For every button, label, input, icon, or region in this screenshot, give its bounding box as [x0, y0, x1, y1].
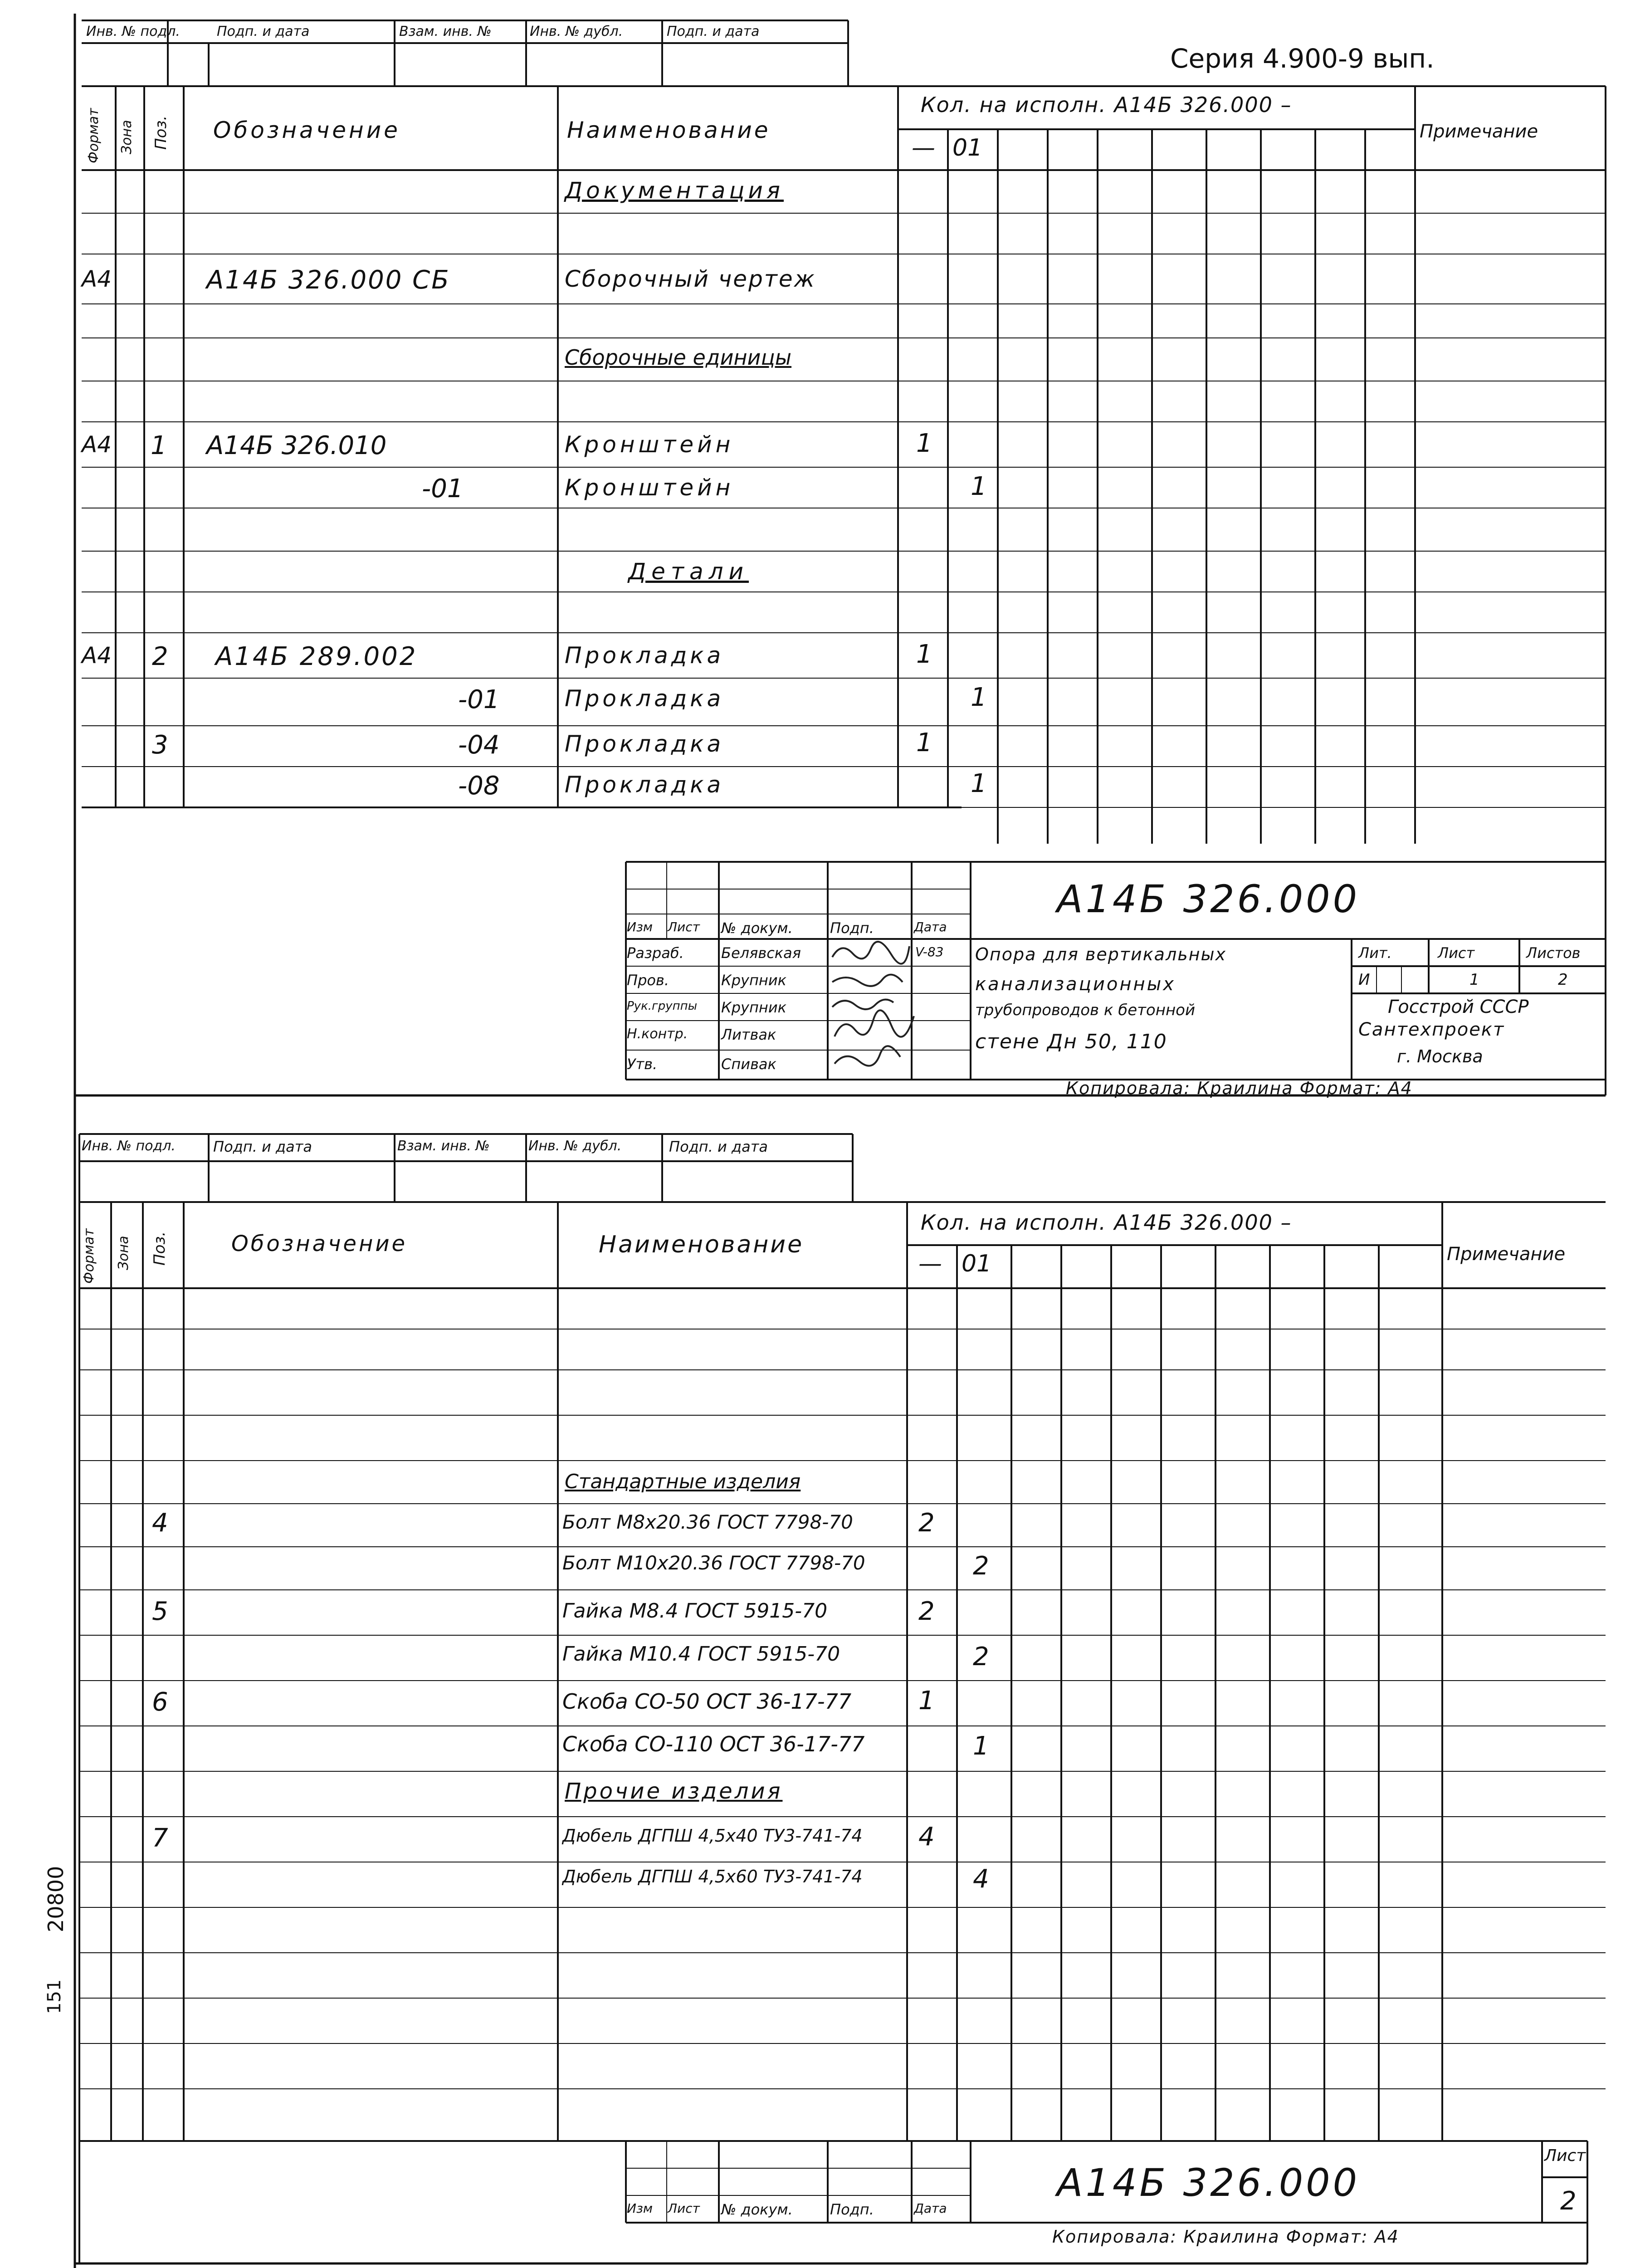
col-header-qty-title: Кол. на исполн. А14Б 326.000 –	[921, 1210, 1292, 1235]
stamp-cell-vzam-inv: Взам. инв. №	[399, 24, 492, 39]
section-heading-assemblies: Сборочные единицы	[565, 345, 792, 370]
row-qty-01: 2	[973, 1642, 989, 1672]
stamp-cell-inv-dubl: Инв. № дубл.	[528, 1138, 622, 1154]
tb-header-sign: Подп.	[830, 919, 874, 937]
col-header-name: Наименование	[599, 1231, 804, 1258]
tb-description-line: трубопроводов к бетонной	[975, 1001, 1196, 1019]
row-name: Прокладка	[565, 731, 724, 757]
col-header-zone: Зона	[116, 1236, 132, 1270]
row-name: Кронштейн	[565, 431, 734, 458]
stamp-cell-podp-data: Подп. и дата	[217, 24, 310, 39]
stamp-cell-inv-dubl: Инв. № дубл.	[530, 24, 623, 39]
title-block-code: А14Б 326.000	[1057, 2160, 1360, 2205]
row-designation: А14Б 326.000 СБ	[206, 265, 450, 295]
section-heading-standard-items: Стандартные изделия	[565, 1470, 801, 1493]
stamp-cell-inv-podl: Инв. № подл.	[82, 1138, 176, 1154]
row-qty-01: 1	[971, 769, 987, 798]
col-header-format: Формат	[81, 1228, 97, 1284]
tb-sheets-label: Листов	[1526, 944, 1581, 962]
tb-header-list: Лист	[668, 919, 700, 934]
tb-description-line: канализационных	[975, 974, 1176, 995]
tb-header-doc-no: № докум.	[721, 919, 793, 937]
tb-header-izm: Изм	[627, 2201, 653, 2216]
row-pos: 1	[151, 431, 167, 460]
row-qty-01: 1	[971, 683, 987, 712]
tb-org-line: Госстрой СССР	[1388, 997, 1529, 1017]
tb-date: V-83	[915, 944, 944, 959]
title-block-code: А14Б 326.000	[1057, 877, 1360, 921]
row-name: Дюбель ДГПШ 4,5х40 ТУ3-741-74	[562, 1826, 863, 1846]
tb-role: Пров.	[627, 972, 669, 989]
row-format: А4	[82, 266, 112, 292]
row-name: Болт М10х20.36 ГОСТ 7798-70	[562, 1552, 865, 1574]
tb-person: Литвак	[721, 1026, 776, 1043]
row-qty-base: 4	[918, 1822, 935, 1852]
col-header-format: Формат	[86, 108, 102, 163]
stamp-cell-podp-data-2: Подп. и дата	[669, 1138, 768, 1155]
row-format: А4	[82, 431, 112, 458]
row-qty-01: 4	[973, 1864, 989, 1894]
tb-header-date: Дата	[914, 919, 947, 934]
signature-scribbles	[832, 942, 914, 1066]
section-heading-other-items: Прочие изделия	[565, 1779, 783, 1804]
row-designation: -01	[422, 474, 464, 503]
tb-sheet-label: Лист	[1544, 2146, 1586, 2165]
tb-sheet-value: 2	[1560, 2186, 1577, 2216]
row-name: Прокладка	[565, 772, 724, 798]
col-header-qty-title: Кол. на исполн. А14Б 326.000 –	[921, 93, 1292, 117]
row-pos: 7	[152, 1823, 168, 1853]
row-pos: 5	[152, 1597, 168, 1626]
row-pos: 2	[152, 642, 168, 671]
tb-header-date: Дата	[914, 2201, 947, 2216]
col-header-pos: Поз.	[151, 1231, 169, 1266]
row-name: Гайка М8.4 ГОСТ 5915-70	[562, 1599, 828, 1623]
margin-page-number: 151	[44, 1979, 65, 2014]
stamp-cell-podp-data-2: Подп. и дата	[667, 24, 760, 39]
row-name: Болт М8х20.36 ГОСТ 7798-70	[562, 1511, 853, 1533]
row-qty-base: 2	[918, 1597, 935, 1626]
col-header-note: Примечание	[1420, 121, 1538, 142]
tb-header-sign: Подп.	[830, 2201, 874, 2218]
tb-description-line: Опора для вертикальных	[975, 944, 1226, 964]
tb-person: Белявская	[721, 944, 801, 962]
margin-inventory-number: 20800	[44, 1866, 68, 1932]
section-heading-details: Детали	[628, 558, 749, 585]
row-designation: -08	[458, 771, 500, 801]
row-designation: -04	[458, 730, 500, 760]
row-format: А4	[82, 642, 112, 669]
col-header-designation: Обозначение	[231, 1231, 408, 1256]
tb-role: Разраб.	[627, 944, 684, 962]
row-designation: А14Б 289.002	[215, 642, 418, 671]
row-name: Прокладка	[565, 642, 724, 669]
row-qty-01: 1	[971, 472, 987, 501]
tb-header-izm: Изм	[627, 919, 653, 934]
col-header-qty-dash: —	[912, 134, 935, 161]
col-header-qty-dash: —	[918, 1250, 942, 1277]
row-qty-base: 2	[918, 1508, 935, 1538]
col-header-designation: Обозначение	[213, 117, 400, 143]
row-qty-base: 1	[916, 429, 932, 458]
row-name: Сборочный чертеж	[565, 266, 816, 292]
row-designation: А14Б 326.010	[206, 431, 387, 460]
tb-lit-label: Лит.	[1358, 944, 1392, 962]
row-qty-01: 1	[973, 1731, 989, 1761]
sheet2-footer: Копировала: Краилина Формат: А4	[1052, 2227, 1399, 2247]
stamp-cell-vzam-inv: Взам. инв. №	[397, 1138, 490, 1154]
col-header-qty-01: 01	[952, 134, 983, 161]
row-name: Дюбель ДГПШ 4,5х60 ТУ3-741-74	[562, 1867, 863, 1887]
tb-sheet-label: Лист	[1438, 944, 1475, 962]
row-pos: 4	[152, 1508, 168, 1538]
tb-lit-value: И	[1358, 971, 1370, 989]
tb-org-line: г. Москва	[1397, 1046, 1483, 1066]
row-name: Гайка М10.4 ГОСТ 5915-70	[562, 1642, 840, 1666]
row-name: Скоба СО-50 ОСТ 36-17-77	[562, 1689, 852, 1714]
row-qty-01: 2	[973, 1551, 989, 1581]
col-header-zone: Зона	[119, 120, 135, 154]
row-name: Прокладка	[565, 685, 724, 712]
col-header-name: Наименование	[567, 117, 771, 143]
stamp-cell-podp-data: Подп. и дата	[213, 1138, 312, 1155]
tb-sheet-value: 1	[1469, 971, 1479, 989]
tb-header-doc-no: № докум.	[721, 2201, 793, 2218]
tb-person: Крупник	[721, 972, 786, 989]
tb-header-list: Лист	[668, 2201, 700, 2216]
col-header-pos: Поз.	[152, 115, 170, 150]
row-qty-base: 1	[918, 1686, 935, 1716]
row-qty-base: 1	[916, 640, 932, 669]
row-pos: 6	[152, 1687, 168, 1717]
tb-sheets-value: 2	[1558, 971, 1568, 989]
tb-role: Рук.группы	[627, 999, 698, 1013]
tb-description-line: стене Дн 50, 110	[975, 1030, 1167, 1053]
tb-person: Крупник	[721, 999, 786, 1016]
section-heading-documentation: Документация	[565, 177, 784, 204]
col-header-qty-01: 01	[962, 1250, 992, 1277]
stamp-cell-inv-podl: Инв. № подл.	[86, 24, 180, 39]
row-name: Кронштейн	[565, 474, 734, 501]
row-qty-base: 1	[916, 728, 932, 758]
row-designation: -01	[458, 685, 500, 714]
row-pos: 3	[152, 730, 168, 760]
sheet1-footer: Копировала: Краилина Формат: А4	[1066, 1078, 1413, 1098]
tb-person: Спивак	[721, 1056, 776, 1073]
col-header-note: Примечание	[1447, 1244, 1566, 1265]
row-name: Скоба СО-110 ОСТ 36-17-77	[562, 1732, 865, 1756]
tb-role: Н.контр.	[627, 1026, 688, 1042]
tb-role: Утв.	[627, 1056, 658, 1073]
tb-org-line: Сантехпроект	[1358, 1019, 1505, 1040]
series-label: Серия 4.900-9 вып.	[1170, 43, 1435, 74]
